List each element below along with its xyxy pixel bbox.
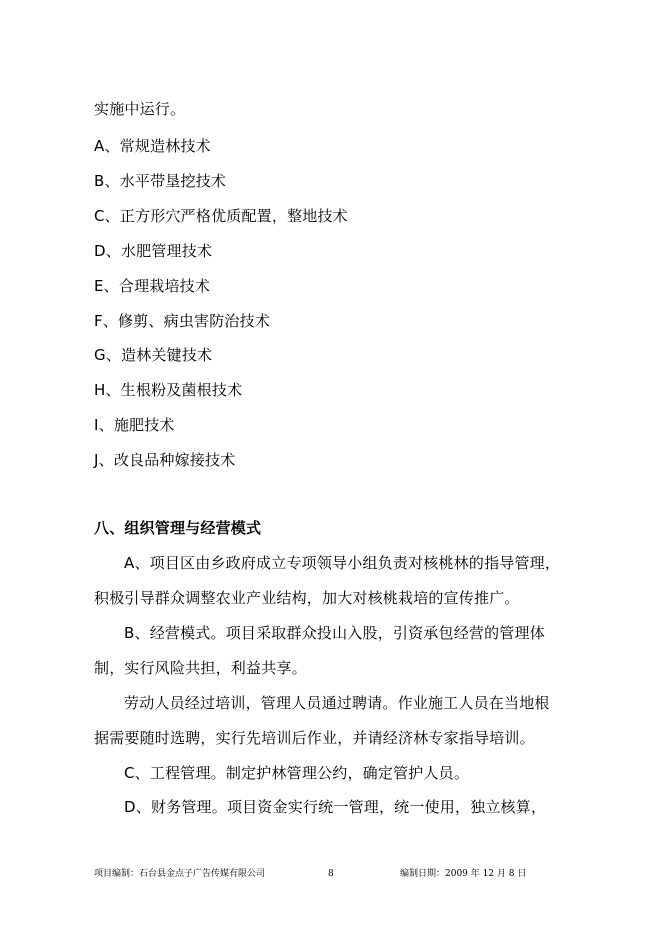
paragraph-line: 劳动人员经过培训，管理人员通过聘请。作业施工人员在当地根 — [124, 694, 550, 712]
tech-item-a: A、常规造林技术 — [94, 137, 211, 155]
tech-item-g: G、造林关键技术 — [94, 346, 213, 364]
tech-item-b: B、水平带垦挖技术 — [94, 172, 227, 190]
tech-item-d: D、水肥管理技术 — [94, 242, 213, 260]
tech-item-i: I、施肥技术 — [94, 416, 175, 434]
tech-item-c: C、正方形穴严格优质配置，整地技术 — [94, 207, 348, 225]
paragraph-line: D、财务管理。项目资金实行统一管理，统一使用，独立核算， — [124, 798, 547, 816]
paragraph-line: B、经营模式。项目采取群众投山入股，引资承包经营的管理体 — [124, 624, 545, 642]
intro-tail: 实施中运行。 — [94, 100, 186, 118]
tech-item-e: E、合理栽培技术 — [94, 277, 211, 295]
tech-item-j: J、改良品种嫁接技术 — [94, 451, 236, 469]
tech-item-h: H、生根粉及菌根技术 — [94, 381, 243, 399]
section-heading: 八、组织管理与经营模式 — [94, 519, 262, 537]
paragraph-line: 据需要随时选聘，实行先培训后作业，并请经济林专家指导培训。 — [94, 729, 535, 747]
footer-page-number: 8 — [328, 869, 334, 879]
tech-item-f: F、修剪、病虫害防治技术 — [94, 312, 271, 330]
paragraph-line: C、工程管理。制定护林管理公约，确定管护人员。 — [124, 764, 470, 782]
paragraph-line: 制，实行风险共担，利益共享。 — [94, 659, 307, 677]
paragraph-line: 积极引导群众调整农业产业结构，加大对核桃栽培的宣传推广。 — [94, 589, 520, 607]
footer-date: 编制日期：2009 年 12 月 8 日 — [400, 869, 527, 879]
footer-compiler: 项目编制：石台县金点子广告传媒有限公司 — [94, 869, 266, 879]
paragraph-line: A、项目区由乡政府成立专项领导小组负责对核桃林的指导管理， — [124, 554, 561, 572]
